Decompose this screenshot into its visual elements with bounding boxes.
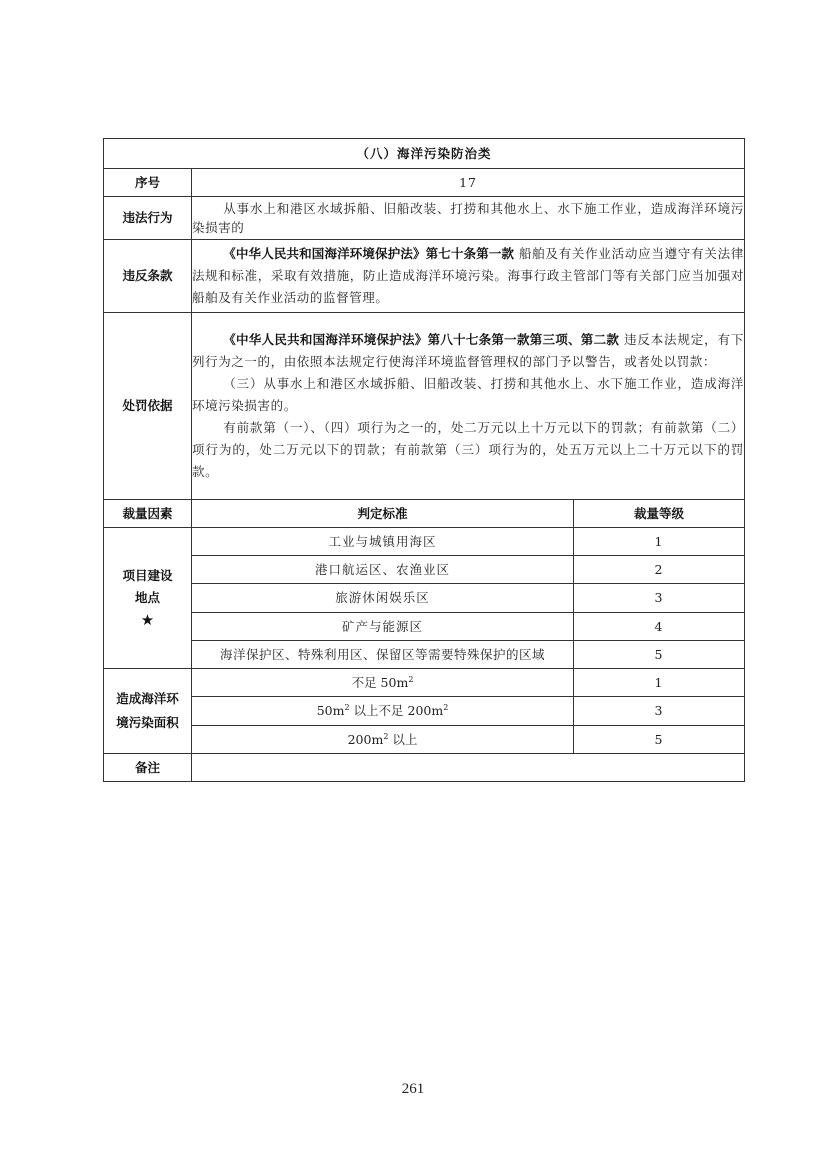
area-standard (192, 697, 574, 726)
header-standard: 判定标准 (192, 500, 574, 528)
penalty-paragraph-2: （三）从事水上和港区水域拆船、旧船改装、打捞和其他水上、水下施工作业，造成海洋环境污染损害的。 (192, 376, 745, 413)
location-standard: 港口航运区、农渔业区 (192, 556, 574, 584)
location-level: 3 (574, 584, 745, 613)
penalty-law-ref: 《中华人民共和国海洋环境保护法》第八十七条第一款第三项、第二款 (223, 332, 620, 347)
remarks-label: 备注 (104, 754, 192, 782)
penalty-text-1: 违反本法规定，有下列行为之一的，由依照本法规定行使海洋环境监督管理权的部门予以警告，或者处以罚款： (192, 332, 745, 369)
area-label-line2: 境污染面积 (116, 715, 179, 730)
location-label-line2: 地点 (134, 590, 160, 605)
violation-label: 违法行为 (104, 197, 192, 240)
serial-label: 序号 (104, 169, 192, 197)
serial-value: 17 (192, 169, 745, 197)
area-standard-text-post: 以上 (388, 731, 418, 747)
violation-text-cell (192, 197, 745, 240)
clause-text: 船舶及有关作业活动应当遵守有关法律法规和标准，采取有效措施，防止造成海洋环境污染。海事行政主管部门等有关部门应当加强对船舶及有关作业活动的监督管理。 (192, 246, 745, 305)
header-level: 裁量等级 (574, 500, 745, 528)
area-row (104, 697, 745, 726)
location-standard: 矿产与能源区 (192, 613, 574, 641)
penalty-label: 处罚依据 (104, 313, 192, 500)
clause-law-ref: 《中华人民共和国海洋环境保护法》第七十条第一款 (223, 246, 515, 261)
penalty-discretion-table (103, 138, 745, 782)
location-standard: 工业与城镇用海区 (192, 528, 574, 556)
location-row (104, 584, 745, 613)
clause-label: 违反条款 (104, 240, 192, 313)
area-row (104, 669, 745, 697)
area-standard-sup-2: 2 (443, 702, 449, 712)
area-standard-sup: 2 (408, 674, 414, 684)
area-standard (192, 726, 574, 754)
area-standard-text: 200m (347, 731, 384, 747)
area-standard-text: 50m (316, 703, 345, 718)
penalty-cell (192, 313, 745, 500)
location-row (104, 613, 745, 641)
clause-paragraph (192, 243, 744, 309)
area-standard-sup: 2 (344, 702, 350, 712)
location-level: 5 (574, 641, 745, 669)
penalty-paragraph-1 (192, 329, 744, 373)
header-factor: 裁量因素 (104, 500, 192, 528)
star-icon: ★ (140, 611, 155, 629)
table-title: （八）海洋污染防治类 (104, 139, 745, 169)
location-label-cell (104, 528, 192, 669)
violation-text: 从事水上和港区水域拆船、旧船改装、打捞和其他水上、水下施工作业，造成海洋环境污染损害的 (192, 201, 745, 235)
penalty-paragraph-3: 有前款第（一）、（四）项行为之一的，处二万元以上十万元以下的罚款；有前款第（二）项行为的，处二万元以下的罚款；有前款第（三）项行为的，处五万元以上二十万元以下的罚款。 (192, 420, 745, 479)
location-level: 2 (574, 556, 745, 584)
area-label-line1: 造成海洋环 (116, 691, 179, 706)
area-standard (192, 669, 574, 697)
page-number: 261 (401, 1081, 425, 1097)
location-standard: 海洋保护区、特殊利用区、保留区等需要特殊保护的区域 (192, 641, 574, 669)
area-level: 1 (574, 669, 745, 697)
location-level: 1 (574, 528, 745, 556)
area-standard-text-mid: 以上不足 200m (349, 703, 444, 718)
area-standard-sup: 2 (383, 731, 389, 741)
clause-cell (192, 240, 745, 313)
location-level: 4 (574, 613, 745, 641)
area-label-cell (104, 669, 192, 754)
area-standard-text: 不足 50m (351, 674, 409, 690)
area-row (104, 726, 745, 754)
location-standard: 旅游休闲娱乐区 (192, 584, 574, 613)
location-label-line1: 项目建设 (122, 568, 173, 583)
area-level: 5 (574, 726, 745, 754)
location-row (104, 556, 745, 584)
area-level: 3 (574, 697, 745, 726)
location-row (104, 641, 745, 669)
location-row (104, 528, 745, 556)
remarks-value (192, 754, 745, 782)
